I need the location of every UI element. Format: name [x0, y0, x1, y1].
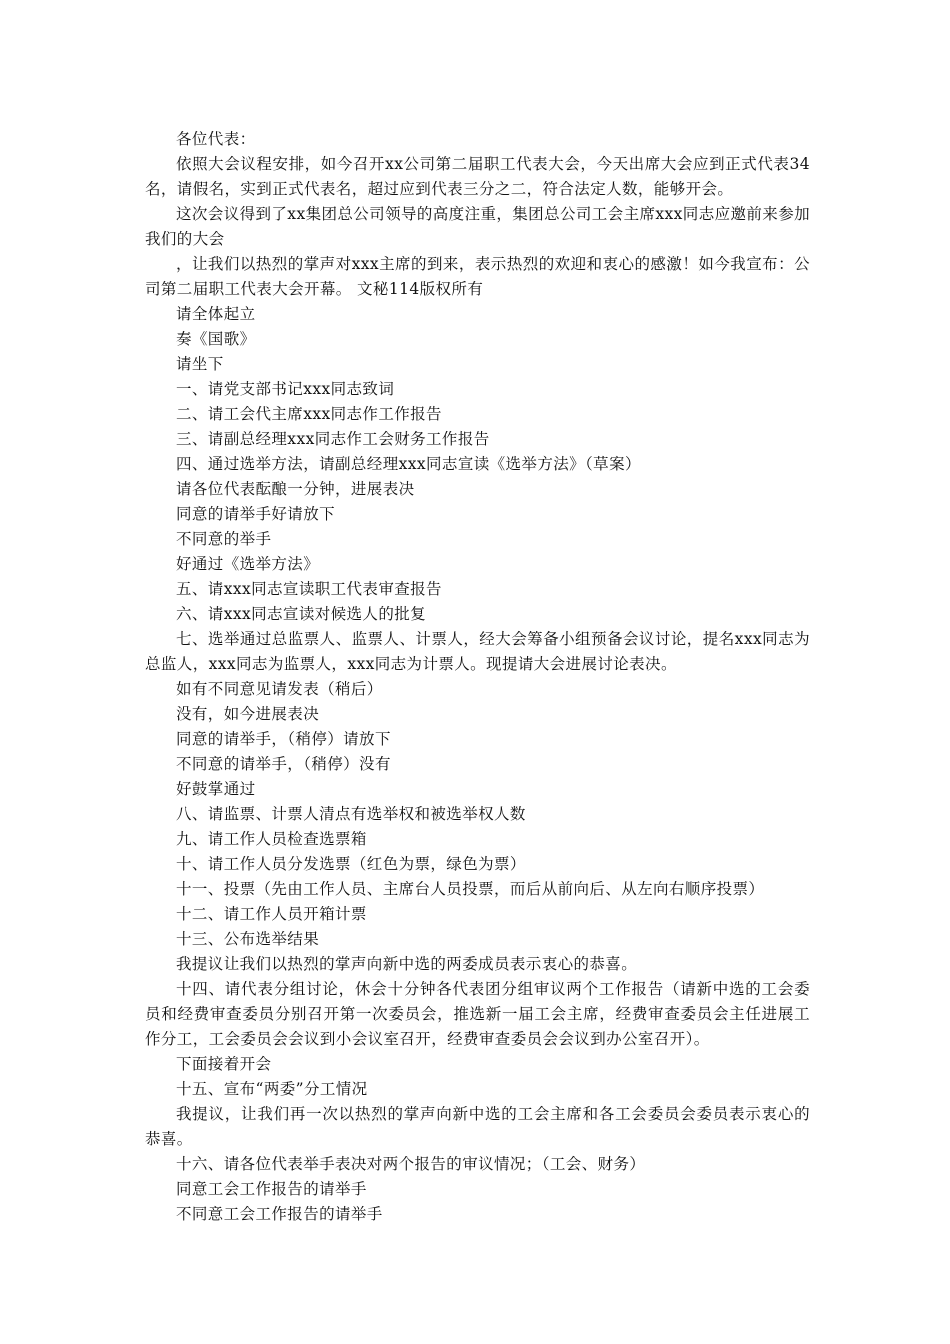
- paragraph: 十四、请代表分组讨论，休会十分钟各代表团分组审议两个工作报告（请新中选的工会委员和经费审查委员分别召开第一次委员会，推选新一届工会主席，经费审查委员会主任进展工作分工，工会委员会会议到小会议室召开，经费审查委员会会议到办公室召开）。: [145, 980, 810, 1048]
- paragraph: 十三、公布选举结果: [176, 930, 320, 948]
- paragraph: 同意工会工作报告的请举手: [176, 1180, 367, 1198]
- paragraph: 这次会议得到了xx集团总公司领导的高度注重，集团总公司工会主席xxx同志应邀前来参加我们的大会: [145, 205, 811, 248]
- paragraph: 十六、请各位代表举手表决对两个报告的审议情况；（工会、财务）: [176, 1155, 646, 1173]
- paragraph: 十、请工作人员分发选票（红色为票，绿色为票）: [176, 855, 526, 873]
- paragraph: 十二、请工作人员开箱计票: [176, 905, 367, 923]
- paragraph: 依照大会议程安排，如今召开xx公司第二届职工代表大会，今天出席大会应到正式代表34名，请假名，实到正式代表名，超过应到代表三分之二，符合法定人数，能够开会。: [145, 155, 810, 198]
- paragraph: 七、选举通过总监票人、监票人、计票人，经大会筹备小组预备会议讨论，提名xxx同志为总监人，xxx同志为监票人，xxx同志为计票人。现提请大会进展讨论表决。: [145, 630, 810, 673]
- paragraph: 请坐下: [176, 355, 224, 373]
- paragraph: 下面接着开会: [176, 1055, 272, 1073]
- paragraph: 不同意工会工作报告的请举手: [176, 1205, 383, 1223]
- paragraph: 十五、宣布“两委”分工情况: [176, 1080, 368, 1098]
- paragraph: 不同意的请举手，（稍停）没有: [176, 755, 391, 773]
- paragraph: 如有不同意见请发表（稍后）: [176, 680, 383, 698]
- paragraph: ，让我们以热烈的掌声对xxx主席的到来，表示热烈的欢迎和衷心的感激！如今我宣布：公司第二届职工代表大会开幕。 文秘114版权所有: [145, 255, 810, 298]
- paragraph: 同意的请举手好请放下: [176, 505, 336, 523]
- paragraph: 奏《国歌》: [176, 330, 256, 348]
- paragraph: 不同意的举手: [176, 530, 272, 548]
- paragraph: 请全体起立: [176, 305, 256, 323]
- paragraph: 好鼓掌通过: [176, 780, 256, 798]
- paragraph: 同意的请举手，（稍停）请放下: [176, 730, 391, 748]
- paragraph: 没有，如今进展表决: [176, 705, 320, 723]
- paragraph: 三、请副总经理xxx同志作工会财务工作报告: [176, 430, 490, 448]
- paragraph: 我提议让我们以热烈的掌声向新中选的两委成员表示衷心的恭喜。: [176, 955, 638, 973]
- paragraph: 一、请党支部书记xxx同志致词: [176, 380, 395, 398]
- paragraph: 请各位代表酝酿一分钟，进展表决: [176, 480, 415, 498]
- paragraph: 我提议，让我们再一次以热烈的掌声向新中选的工会主席和各工会委员会委员表示衷心的恭喜。: [145, 1105, 810, 1148]
- paragraph: 十一、投票（先由工作人员、主席台人员投票，而后从前向后、从左向右顺序投票）: [176, 880, 765, 898]
- paragraph: 好通过《选举方法》: [176, 555, 320, 573]
- paragraph: 四、通过选举方法，请副总经理xxx同志宣读《选举方法》（草案）: [176, 455, 641, 473]
- paragraph: 八、请监票、计票人清点有选举权和被选举权人数: [176, 805, 526, 823]
- paragraph: 各位代表：: [176, 130, 256, 148]
- paragraph: 九、请工作人员检查选票箱: [176, 830, 367, 848]
- paragraph: 二、请工会代主席xxx同志作工作报告: [176, 405, 442, 423]
- paragraph: 五、请xxx同志宣读职工代表审查报告: [176, 580, 442, 598]
- paragraph: 六、请xxx同志宣读对候选人的批复: [176, 605, 427, 623]
